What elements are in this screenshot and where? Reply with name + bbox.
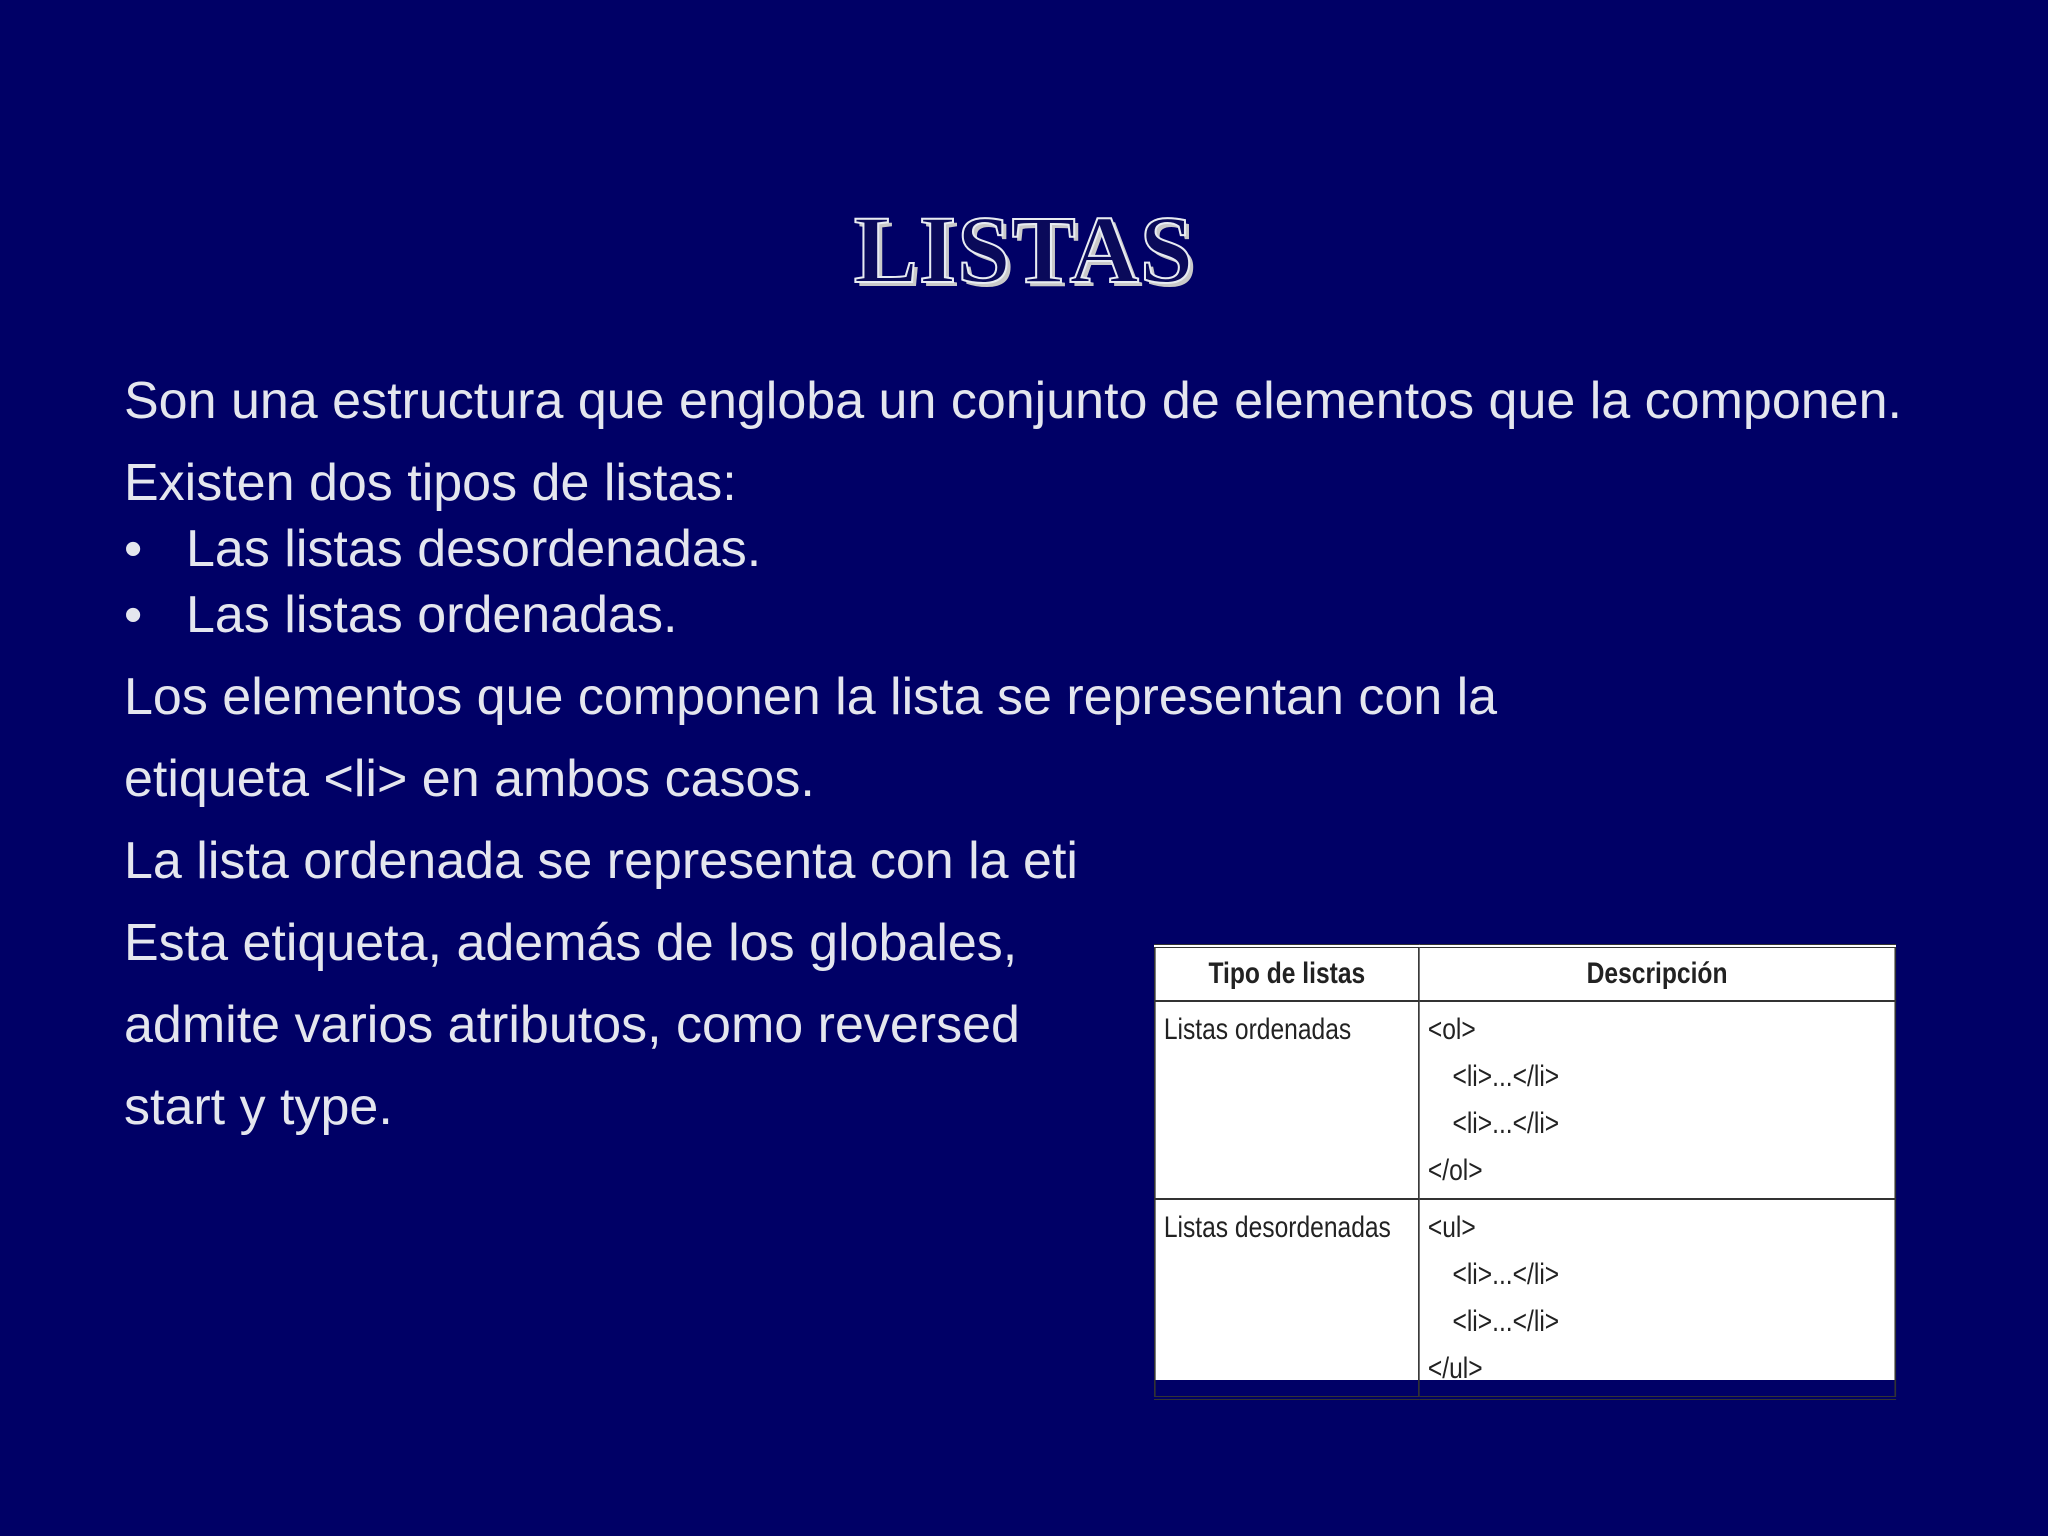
cell-code-unordered — [1419, 1199, 1895, 1398]
code-line: <ul> — [1427, 1211, 1476, 1244]
list-types-table — [1154, 944, 1896, 1400]
bullet-text-unordered: Las listas desordenadas. — [186, 520, 762, 578]
bullet-item — [124, 516, 1904, 582]
code-line: </ol> — [1427, 1154, 1483, 1187]
code-line: <li>...</li> — [1452, 1305, 1560, 1338]
paragraph-attributes-line1: Esta etiqueta, además de los globales, — [124, 914, 1018, 972]
table-row — [1155, 1001, 1895, 1199]
table-row — [1155, 1199, 1895, 1398]
row-label: Listas desordenadas — [1163, 1211, 1391, 1244]
bullet-marker: • — [124, 586, 143, 644]
code-line: <li>...</li> — [1452, 1060, 1560, 1093]
slide-title: LISTAS — [853, 196, 1195, 303]
paragraph-definition: Son una estructura que engloba un conjunto de elementos que la componen. — [124, 372, 1902, 430]
table-header-row — [1155, 946, 1895, 1001]
paragraph-attributes-line3: start y type. — [124, 1078, 393, 1136]
paragraph-elements-line2: etiqueta <li> en ambos casos. — [124, 750, 815, 808]
code-line: <li>...</li> — [1452, 1258, 1560, 1291]
header-tipo-de-listas: Tipo de listas — [1155, 946, 1419, 1001]
code-line: <li>...</li> — [1452, 1107, 1560, 1140]
code-line: <ol> — [1427, 1013, 1476, 1046]
bullet-item — [124, 582, 1904, 648]
cell-code-ordered — [1419, 1001, 1895, 1199]
list-types-table-image — [1154, 944, 1896, 1385]
paragraph-elements-line1: Los elementos que componen la lista se representan con la — [124, 668, 1498, 726]
paragraph-types-intro: Existen dos tipos de listas: — [124, 454, 737, 512]
code-line: </ul> — [1427, 1352, 1483, 1385]
header-descripcion: Descripción — [1419, 946, 1895, 1001]
bullet-marker: • — [124, 520, 143, 578]
cell-type-unordered — [1155, 1199, 1419, 1398]
paragraph-ordered-tag: La lista ordenada se representa con la eti — [124, 832, 1078, 890]
bullet-text-ordered: Las listas ordenadas. — [186, 586, 678, 644]
paragraph-attributes-line2: admite varios atributos, como reversed — [124, 996, 1020, 1054]
row-label: Listas ordenadas — [1163, 1013, 1352, 1046]
cell-type-ordered — [1155, 1001, 1419, 1199]
